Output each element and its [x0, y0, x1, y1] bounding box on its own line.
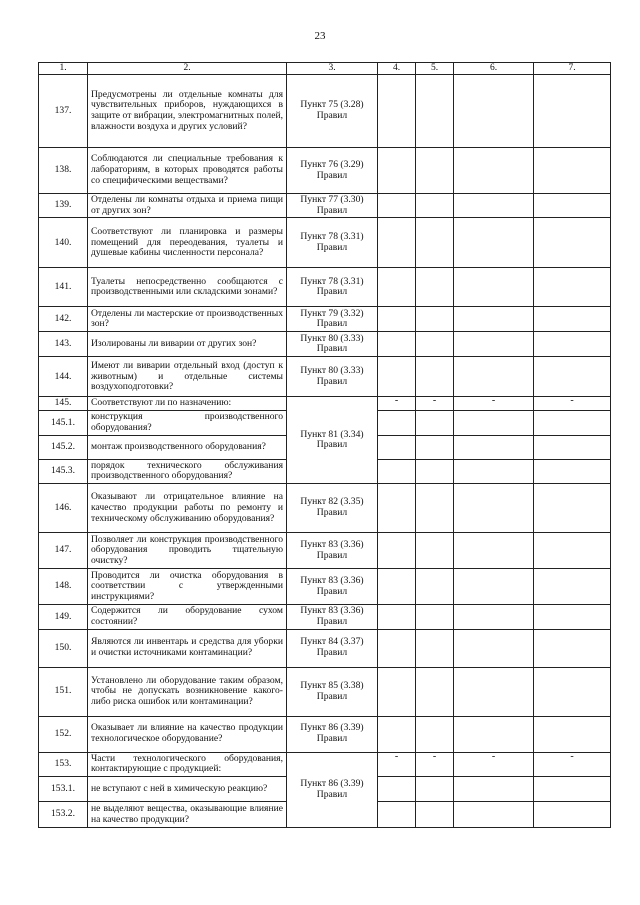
column-header: 1. — [39, 63, 88, 75]
answer-cell[interactable] — [534, 357, 611, 397]
answer-cell[interactable] — [416, 484, 454, 533]
answer-cell[interactable] — [416, 148, 454, 194]
question-text: не вступают с ней в химическую реакцию? — [88, 777, 287, 802]
answer-cell[interactable] — [416, 802, 454, 828]
question-text: Проводится ли очистка оборудования в соответствии с утвержденными инструкциями? — [88, 569, 287, 605]
regulation-reference: Пункт 81 (3.34) Правил — [287, 397, 378, 484]
question-text: Установлено ли оборудование таким образом, чтобы не допускать возникновение какого-либо риска ошибок или контаминации? — [88, 667, 287, 716]
regulation-reference: Пункт 75 (3.28) Правил — [287, 75, 378, 148]
answer-cell[interactable] — [378, 75, 416, 148]
answer-cell[interactable] — [378, 605, 416, 629]
table-row — [39, 268, 611, 307]
answer-cell[interactable] — [416, 533, 454, 569]
answer-cell[interactable] — [416, 459, 454, 483]
answer-cell[interactable] — [454, 357, 534, 397]
table-row — [39, 307, 611, 332]
answer-cell[interactable] — [454, 629, 534, 667]
question-text: Оказывают ли отрицательное влияние на качество продукции работы по ремонту и техническому обслуживанию оборудования? — [88, 484, 287, 533]
answer-cell[interactable] — [378, 332, 416, 357]
dash-mark[interactable]: - — [416, 752, 454, 776]
answer-cell[interactable] — [534, 307, 611, 332]
row-number: 141. — [39, 268, 88, 307]
answer-cell[interactable] — [534, 75, 611, 148]
answer-cell[interactable] — [416, 667, 454, 716]
row-number: 140. — [39, 218, 88, 268]
dash-mark[interactable]: - — [534, 397, 611, 411]
answer-cell[interactable] — [416, 629, 454, 667]
table-body — [39, 75, 611, 828]
answer-cell[interactable] — [378, 357, 416, 397]
question-text: не выделяют вещества, оказывающие влияние на качество продукции? — [88, 802, 287, 828]
answer-cell[interactable] — [534, 484, 611, 533]
answer-cell[interactable] — [454, 148, 534, 194]
regulation-reference: Пункт 78 (3.31) Правил — [287, 218, 378, 268]
table-row — [39, 716, 611, 752]
question-text: Соблюдаются ли специальные требования к лабораториям, в которых проводятся работы со специфическими веществами? — [88, 148, 287, 194]
question-text: Имеют ли виварии отдельный вход (доступ к животным) и отдельные системы воздухоподготовки? — [88, 357, 287, 397]
regulation-reference: Пункт 84 (3.37) Правил — [287, 629, 378, 667]
row-number: 150. — [39, 629, 88, 667]
table-row — [39, 667, 611, 716]
question-text: конструкция производственного оборудования? — [88, 411, 287, 435]
answer-cell[interactable] — [416, 411, 454, 435]
row-number: 153.1. — [39, 777, 88, 802]
regulation-reference: Пункт 86 (3.39) Правил — [287, 716, 378, 752]
answer-cell[interactable] — [378, 307, 416, 332]
answer-cell[interactable] — [378, 777, 416, 802]
question-text: Предусмотрены ли отдельные комнаты для чувствительных приборов, нуждающихся в защите от вибрации, электромагнитных полей, влажности воздуха и других условий? — [88, 75, 287, 148]
question-text: Соответствуют ли планировка и размеры помещений для переодевания, туалеты и душевые кабины численности персонала? — [88, 218, 287, 268]
table-row — [39, 75, 611, 148]
answer-cell[interactable] — [378, 148, 416, 194]
column-header: 2. — [88, 63, 287, 75]
answer-cell[interactable] — [454, 484, 534, 533]
row-number: 151. — [39, 667, 88, 716]
answer-cell[interactable] — [378, 484, 416, 533]
regulation-reference: Пункт 80 (3.33) Правил — [287, 332, 378, 357]
question-text: Отделены ли комнаты отдыха и приема пищи от других зон? — [88, 194, 287, 218]
answer-cell[interactable] — [416, 218, 454, 268]
answer-cell[interactable] — [454, 459, 534, 483]
answer-cell[interactable] — [454, 667, 534, 716]
dash-mark[interactable]: - — [454, 752, 534, 776]
table-row — [39, 533, 611, 569]
answer-cell[interactable] — [416, 268, 454, 307]
answer-cell[interactable] — [378, 268, 416, 307]
answer-cell[interactable] — [454, 569, 534, 605]
question-text: Части технологического оборудования, контактирующие с продукцией: — [88, 752, 287, 776]
question-text: Изолированы ли виварии от других зон? — [88, 332, 287, 357]
row-number: 149. — [39, 605, 88, 629]
answer-cell[interactable] — [378, 569, 416, 605]
table-row — [39, 752, 611, 776]
table-row — [39, 357, 611, 397]
answer-cell[interactable] — [534, 605, 611, 629]
row-number: 152. — [39, 716, 88, 752]
answer-cell[interactable] — [416, 307, 454, 332]
regulation-reference: Пункт 82 (3.35) Правил — [287, 484, 378, 533]
answer-cell[interactable] — [416, 75, 454, 148]
row-number: 143. — [39, 332, 88, 357]
answer-cell[interactable] — [534, 533, 611, 569]
question-text: Отделены ли мастерские от производственных зон? — [88, 307, 287, 332]
answer-cell[interactable] — [416, 357, 454, 397]
checklist-table — [38, 62, 611, 828]
answer-cell[interactable] — [454, 332, 534, 357]
row-number: 148. — [39, 569, 88, 605]
answer-cell[interactable] — [534, 459, 611, 483]
table-row — [39, 629, 611, 667]
column-header: 4. — [378, 63, 416, 75]
answer-cell[interactable] — [416, 194, 454, 218]
answer-cell[interactable] — [416, 716, 454, 752]
answer-cell[interactable] — [454, 75, 534, 148]
answer-cell[interactable] — [454, 435, 534, 459]
table-row — [39, 605, 611, 629]
question-text: монтаж производственного оборудования? — [88, 435, 287, 459]
answer-cell[interactable] — [454, 307, 534, 332]
question-text: порядок технического обслуживания производственного оборудования? — [88, 459, 287, 483]
regulation-reference: Пункт 83 (3.36) Правил — [287, 569, 378, 605]
dash-mark[interactable]: - — [378, 397, 416, 411]
row-number: 147. — [39, 533, 88, 569]
row-number: 145. — [39, 397, 88, 411]
answer-cell[interactable] — [534, 629, 611, 667]
column-header: 7. — [534, 63, 611, 75]
question-text: Оказывает ли влияние на качество продукции технологическое оборудование? — [88, 716, 287, 752]
regulation-reference: Пункт 86 (3.39) Правил — [287, 752, 378, 827]
row-number: 142. — [39, 307, 88, 332]
question-text: Соответствуют ли по назначению: — [88, 397, 287, 411]
answer-cell[interactable] — [534, 268, 611, 307]
row-number: 146. — [39, 484, 88, 533]
answer-cell[interactable] — [378, 411, 416, 435]
row-number: 137. — [39, 75, 88, 148]
row-number: 153.2. — [39, 802, 88, 828]
row-number: 144. — [39, 357, 88, 397]
answer-cell[interactable] — [378, 533, 416, 569]
table-row — [39, 218, 611, 268]
answer-cell[interactable] — [378, 716, 416, 752]
table-row — [39, 332, 611, 357]
answer-cell[interactable] — [416, 605, 454, 629]
regulation-reference: Пункт 79 (3.32) Правил — [287, 307, 378, 332]
answer-cell[interactable] — [416, 569, 454, 605]
answer-cell[interactable] — [378, 435, 416, 459]
column-header: 6. — [454, 63, 534, 75]
column-header: 5. — [416, 63, 454, 75]
answer-cell[interactable] — [378, 629, 416, 667]
regulation-reference: Пункт 77 (3.30) Правил — [287, 194, 378, 218]
answer-cell[interactable] — [454, 777, 534, 802]
answer-cell[interactable] — [454, 605, 534, 629]
row-number: 145.1. — [39, 411, 88, 435]
table-row — [39, 148, 611, 194]
table-row — [39, 484, 611, 533]
dash-mark[interactable]: - — [416, 397, 454, 411]
answer-cell[interactable] — [534, 218, 611, 268]
answer-cell[interactable] — [378, 218, 416, 268]
question-text: Содержится ли оборудование сухом состоянии? — [88, 605, 287, 629]
row-number: 145.2. — [39, 435, 88, 459]
answer-cell[interactable] — [534, 667, 611, 716]
table-row — [39, 569, 611, 605]
answer-cell[interactable] — [534, 716, 611, 752]
answer-cell[interactable] — [378, 459, 416, 483]
answer-cell[interactable] — [454, 218, 534, 268]
page-number: 23 — [314, 30, 326, 42]
header-row — [39, 63, 611, 75]
answer-cell[interactable] — [454, 268, 534, 307]
answer-cell[interactable] — [454, 194, 534, 218]
question-text: Являются ли инвентарь и средства для уборки и очистки источниками контаминации? — [88, 629, 287, 667]
answer-cell[interactable] — [378, 194, 416, 218]
answer-cell[interactable] — [534, 802, 611, 828]
row-number: 138. — [39, 148, 88, 194]
dash-mark[interactable]: - — [454, 397, 534, 411]
regulation-reference: Пункт 83 (3.36) Правил — [287, 605, 378, 629]
regulation-reference: Пункт 78 (3.31) Правил — [287, 268, 378, 307]
regulation-reference: Пункт 76 (3.29) Правил — [287, 148, 378, 194]
answer-cell[interactable] — [454, 716, 534, 752]
answer-cell[interactable] — [534, 569, 611, 605]
row-number: 145.3. — [39, 459, 88, 483]
answer-cell[interactable] — [378, 802, 416, 828]
regulation-reference: Пункт 83 (3.36) Правил — [287, 533, 378, 569]
question-text: Туалеты непосредственно сообщаются с производственными или складскими зонами? — [88, 268, 287, 307]
answer-cell[interactable] — [534, 148, 611, 194]
answer-cell[interactable] — [534, 332, 611, 357]
answer-cell[interactable] — [534, 194, 611, 218]
answer-cell[interactable] — [416, 777, 454, 802]
answer-cell[interactable] — [454, 802, 534, 828]
regulation-reference: Пункт 85 (3.38) Правил — [287, 667, 378, 716]
answer-cell[interactable] — [454, 533, 534, 569]
answer-cell[interactable] — [534, 777, 611, 802]
dash-mark[interactable]: - — [534, 752, 611, 776]
column-header: 3. — [287, 63, 378, 75]
answer-cell[interactable] — [534, 411, 611, 435]
answer-cell[interactable] — [534, 435, 611, 459]
answer-cell[interactable] — [416, 332, 454, 357]
dash-mark[interactable]: - — [378, 752, 416, 776]
row-number: 139. — [39, 194, 88, 218]
answer-cell[interactable] — [416, 435, 454, 459]
table-row — [39, 397, 611, 411]
table-row — [39, 194, 611, 218]
answer-cell[interactable] — [454, 411, 534, 435]
row-number: 153. — [39, 752, 88, 776]
question-text: Позволяет ли конструкция производственного оборудования проводить тщательную очистку? — [88, 533, 287, 569]
answer-cell[interactable] — [378, 667, 416, 716]
regulation-reference: Пункт 80 (3.33) Правил — [287, 357, 378, 397]
